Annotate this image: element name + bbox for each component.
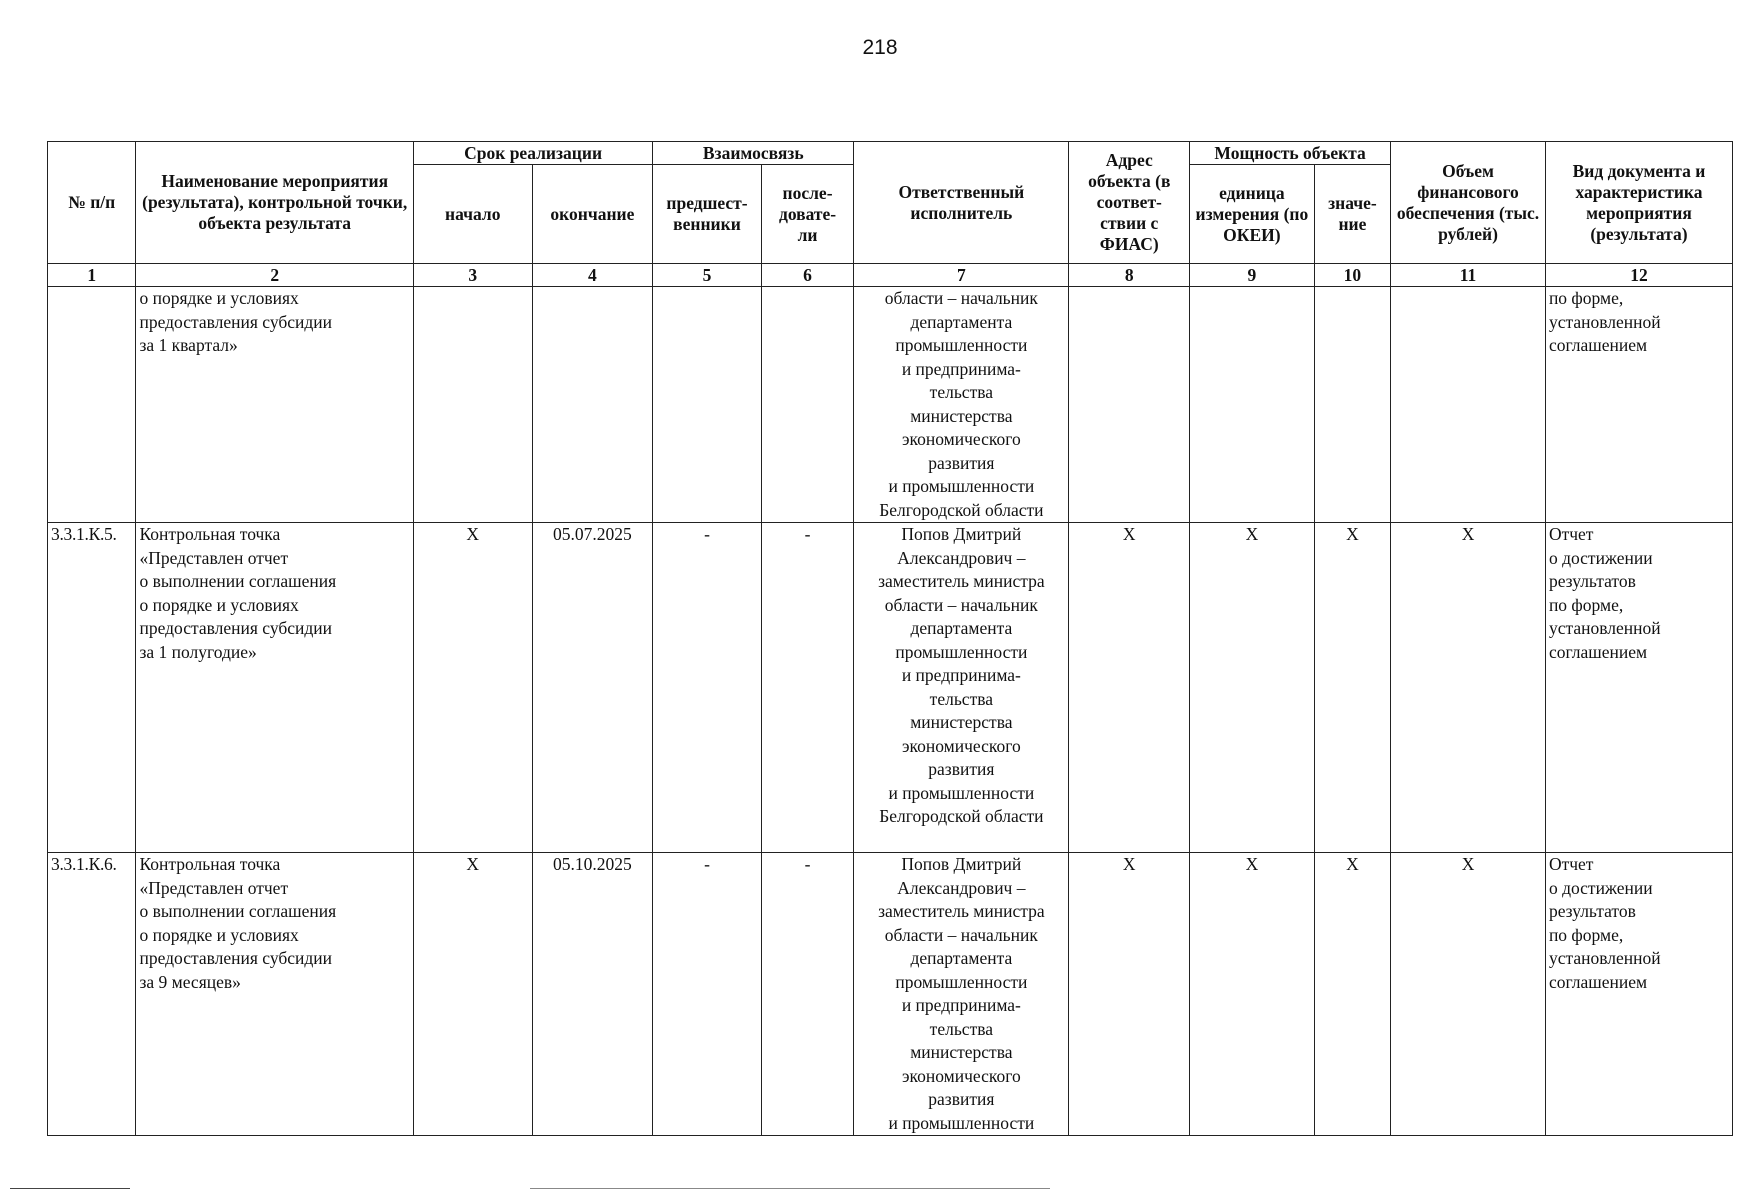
header-row-column-numbers: [48, 264, 1733, 287]
start-date: [413, 287, 532, 523]
header-col-end: окончание: [532, 165, 653, 264]
footer-rule-left: [10, 1188, 130, 1189]
end-date: [532, 287, 653, 523]
header-group-term: Срок реализации: [413, 142, 652, 165]
event-name: о порядке и условиях предоставления субсидии за 1 квартал»: [136, 287, 413, 523]
column-number: 1: [48, 264, 136, 287]
column-number: 2: [136, 264, 413, 287]
predecessors: -: [653, 853, 762, 1136]
column-number: 6: [761, 264, 854, 287]
capacity-value: Х: [1314, 523, 1390, 853]
start-date: Х: [413, 853, 532, 1136]
header-group-capacity: Мощность объекта: [1190, 142, 1391, 165]
successors: -: [761, 523, 854, 853]
responsible-executor: области – начальник департамента промышленности и предпринима- тельства министерства экономического развития и промышленности Белгородской области: [854, 287, 1069, 523]
column-number: 7: [854, 264, 1069, 287]
predecessors: [653, 287, 762, 523]
capacity-value: [1314, 287, 1390, 523]
header-group-link: Взаимосвязь: [653, 142, 854, 165]
header-col-value: значе- ние: [1314, 165, 1390, 264]
event-name: Контрольная точка «Представлен отчет о выполнении соглашения о порядке и условиях предоставления субсидии за 9 месяцев»: [136, 853, 413, 1136]
object-address: Х: [1069, 523, 1190, 853]
header-col-unit: единица измерения (по ОКЕИ): [1190, 165, 1315, 264]
column-number: 12: [1545, 264, 1732, 287]
column-number: 11: [1391, 264, 1546, 287]
financing-volume: Х: [1391, 853, 1546, 1136]
table-row-control-point-k5: [48, 523, 1733, 853]
column-number: 3: [413, 264, 532, 287]
row-number: [48, 287, 136, 523]
footer-rule-middle: [530, 1188, 1050, 1189]
header-col-document: Вид документа и характеристика мероприятия (результата): [1545, 142, 1732, 264]
page-number: 218: [862, 36, 898, 59]
header-col-predecessors: предшест- венники: [653, 165, 762, 264]
document-type: по форме, установленной соглашением: [1545, 287, 1732, 523]
row-number: 3.3.1.К.6.: [48, 853, 136, 1136]
financing-volume: [1391, 287, 1546, 523]
row-number: 3.3.1.К.5.: [48, 523, 136, 853]
column-number: 4: [532, 264, 653, 287]
financing-volume: Х: [1391, 523, 1546, 853]
responsible-executor: Попов Дмитрий Александрович – заместитель министра области – начальник департамента промышленности и предпринима- тельства министерства экономического развития и промышленности: [854, 853, 1069, 1136]
object-address: [1069, 287, 1190, 523]
header-col-successors: после- довате- ли: [761, 165, 854, 264]
column-number: 5: [653, 264, 762, 287]
end-date: 05.10.2025: [532, 853, 653, 1136]
activity-plan-table: [47, 141, 1733, 1136]
header-col-responsible: Ответственный исполнитель: [854, 142, 1069, 264]
header-col-address: Адрес объекта (в соответ- ствии с ФИАС): [1069, 142, 1190, 264]
header-col-finance: Объем финансового обеспечения (тыс. рублей): [1391, 142, 1546, 264]
table-row-control-point-k6: [48, 853, 1733, 1136]
header-col-start: начало: [413, 165, 532, 264]
successors: -: [761, 853, 854, 1136]
unit-of-measure: Х: [1190, 523, 1315, 853]
successors: [761, 287, 854, 523]
header-col-name: Наименование мероприятия (результата), контрольной точки, объекта результата: [136, 142, 413, 264]
column-number: 10: [1314, 264, 1390, 287]
responsible-executor: Попов Дмитрий Александрович – заместитель министра области – начальник департамента промышленности и предпринима- тельства министерства экономического развития и промышленности Белгородской области: [854, 523, 1069, 853]
column-number: 8: [1069, 264, 1190, 287]
document-type: Отчет о достижении результатов по форме, установленной соглашением: [1545, 523, 1732, 853]
header-col-num: № п/п: [48, 142, 136, 264]
column-number: 9: [1190, 264, 1315, 287]
predecessors: -: [653, 523, 762, 853]
end-date: 05.07.2025: [532, 523, 653, 853]
start-date: Х: [413, 523, 532, 853]
header-row-groups: [48, 142, 1733, 165]
table-row-continuation: [48, 287, 1733, 523]
unit-of-measure: [1190, 287, 1315, 523]
capacity-value: Х: [1314, 853, 1390, 1136]
object-address: Х: [1069, 853, 1190, 1136]
document-type: Отчет о достижении результатов по форме, установленной соглашением: [1545, 853, 1732, 1136]
unit-of-measure: Х: [1190, 853, 1315, 1136]
event-name: Контрольная точка «Представлен отчет о выполнении соглашения о порядке и условиях предоставления субсидии за 1 полугодие»: [136, 523, 413, 853]
